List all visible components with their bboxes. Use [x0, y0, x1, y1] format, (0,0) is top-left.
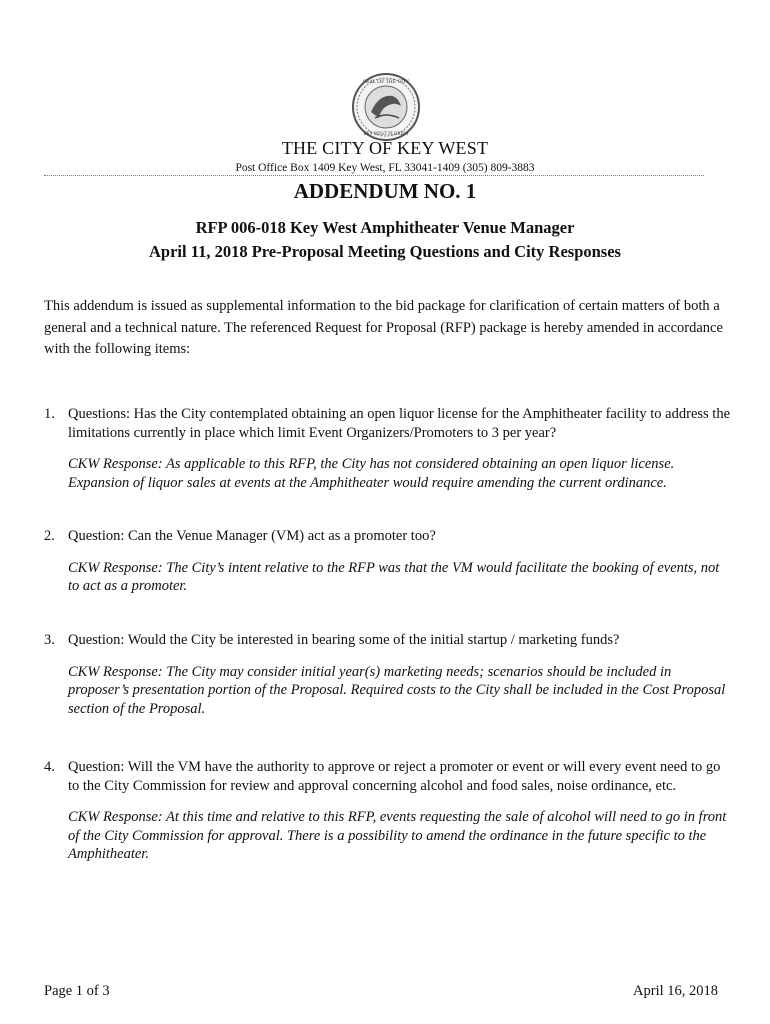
qa-item-1: [44, 405, 730, 492]
item-number: 2.: [44, 528, 55, 544]
response-text: CKW Response: As applicable to this RFP, the City has not considered obtaining an open liquor license. Expansion of liquor sales at events at the Amphitheater would require amending the current ordinance.: [68, 456, 675, 491]
intro-paragraph: This addendum is issued as supplemental information to the bid package for clarification of certain matters of both a general and a technical nature. The referenced Request for Proposal (RFP) package is hereby amended in accordance with the following items:: [44, 298, 723, 357]
response-text: CKW Response: At this time and relative to this RFP, events requesting the sale of alcohol will need to go in front of the City Commission for approval. There is a possibility to amend the ordinance in the future specific to the Amphitheater.: [68, 809, 727, 862]
city-name: THE CITY OF KEY WEST: [281, 138, 489, 158]
qa-item-4: [44, 758, 730, 864]
item-number: 3.: [44, 632, 55, 648]
item-number: 4.: [44, 759, 55, 775]
question-text: Question: Would the City be interested in bearing some of the initial startup / marketing funds?: [68, 632, 620, 648]
response-text: CKW Response: The City’s intent relative to the RFP was that the VM would facilitate the booking of events, not to act as a promoter.: [68, 559, 720, 594]
meeting-title: April 11, 2018 Pre-Proposal Meeting Questions and City Responses: [149, 242, 621, 261]
page-number: Page 1 of 3: [44, 983, 110, 999]
question-text: Question: Will the VM have the authority to approve or reject a promoter or event or will every event need to go to the City Commission for review and approval concerning alcohol and food sales, noise ordinance, etc.: [68, 759, 721, 794]
addendum-title: ADDENDUM NO. 1: [293, 179, 477, 203]
qa-item-3: [44, 631, 730, 718]
qa-item-2: [44, 527, 730, 596]
document-date: April 16, 2018: [633, 983, 718, 999]
item-number: 1.: [44, 406, 55, 422]
header-divider: [44, 175, 704, 176]
city-seal-logo: [351, 72, 421, 142]
svg-text:SEAL OF THE CITY: SEAL OF THE CITY: [362, 80, 410, 85]
question-text: Questions: Has the City contemplated obtaining an open liquor license for the Amphitheater facility to address the limitations currently in place which limit Event Organizers/Promoters to 3 per year?: [68, 406, 731, 441]
rfp-title: RFP 006-018 Key West Amphitheater Venue Manager: [195, 218, 575, 237]
response-text: CKW Response: The City may consider initial year(s) marketing needs; scenarios should be included in proposer’s presentation portion of the Proposal. Required costs to the City shall be included in the Cost Proposal section of the Proposal.: [68, 663, 726, 717]
svg-text:KEY WEST FLORIDA: KEY WEST FLORIDA: [363, 131, 409, 136]
question-text: Question: Can the Venue Manager (VM) act as a promoter too?: [68, 528, 436, 544]
city-address: Post Office Box 1409 Key West, FL 33041-1409 (305) 809-3883: [235, 162, 535, 174]
